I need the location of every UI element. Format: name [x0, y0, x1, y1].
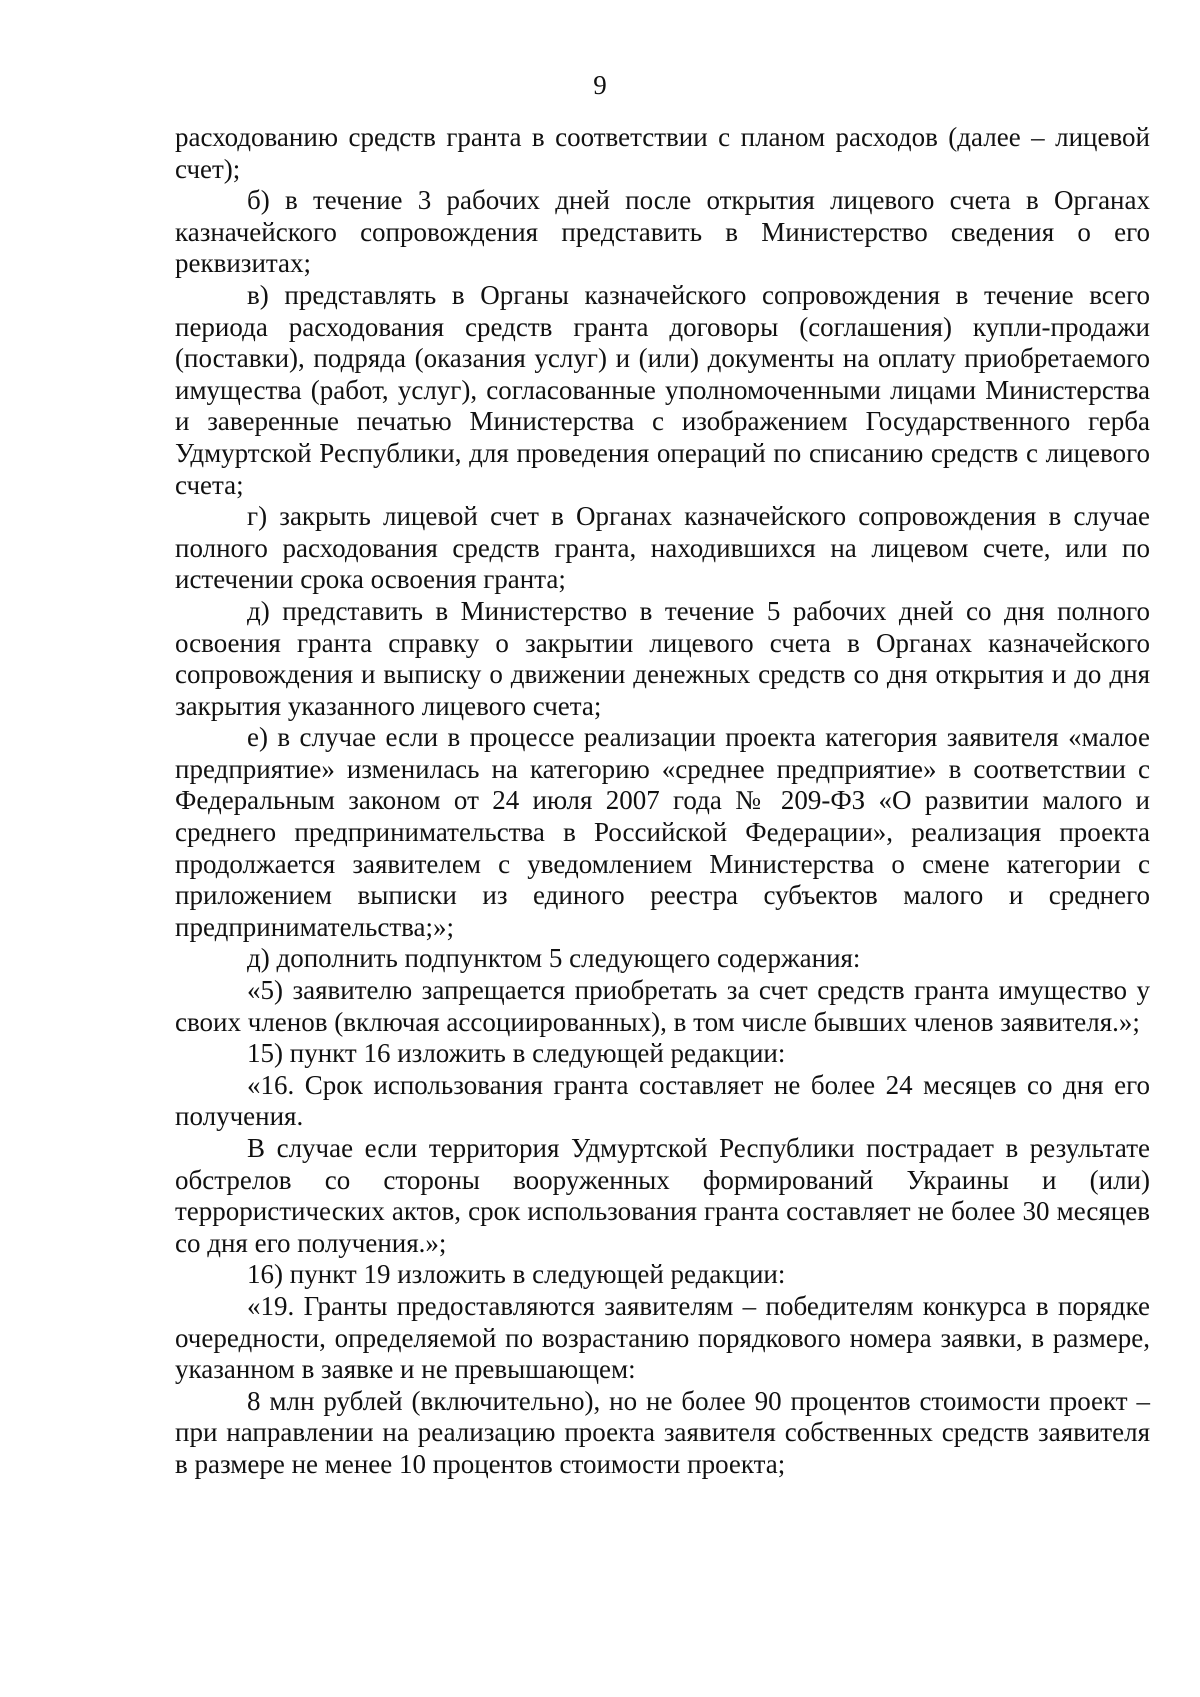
document-body	[175, 122, 1150, 1481]
paragraph-e: е) в случае если в процессе реализации проекта категория заявителя «малое предприятие» изменилась на категорию «среднее предприятие» в соответствии с Федеральным законом от 24 июля 2007 года № 209-ФЗ «О развитии малого и среднего предпринимательства в Российской Федерации», реализация проекта продолжается заявителем с уведомлением Министерства о смене категории с приложением выписки из единого реестра субъектов малого и среднего предпринимательства;»;	[175, 722, 1150, 942]
paragraph-point-19: «19. Гранты предоставляются заявителям – победителям конкурса в порядке очередности, определяемой по возрастанию порядкового номера заявки, в размере, указанном в заявке и не превышающем:	[175, 1290, 1150, 1385]
page-number: 9	[593, 70, 607, 100]
paragraph-item-15: 15) пункт 16 изложить в следующей редакции:	[247, 1038, 786, 1069]
paragraph-d: д) представить в Министерство в течение 5 рабочих дней со дня полного освоения гранта справку о закрытии лицевого счета в Органах казначейского сопровождения и выписку о движении денежных средств со дня открытия и до дня закрытия указанного лицевого счета;	[175, 595, 1150, 721]
paragraph-subpoint-5: «5) заявителю запрещается приобретать за счет средств гранта имущество у своих членов (включая ассоциированных), в том числе бывших членов заявителя.»;	[175, 975, 1150, 1037]
paragraph-g: г) закрыть лицевой счет в Органах казначейского сопровождения в случае полного расходования средств гранта, находившихся на лицевом счете, или по истечении срока освоения гранта;	[175, 501, 1150, 595]
paragraph-item-16: 16) пункт 19 изложить в следующей редакции:	[247, 1259, 786, 1290]
paragraph-point-16: «16. Срок использования гранта составляет не более 24 месяцев со дня его получения.	[175, 1069, 1150, 1132]
paragraph-b: б) в течение 3 рабочих дней после открытия лицевого счета в Органах казначейского сопровождения представить в Министерство сведения о его реквизитах;	[175, 185, 1150, 279]
paragraph-continuation: расходованию средств гранта в соответствии с планом расходов (далее – лицевой счет);	[175, 122, 1150, 184]
paragraph-grant-amount: 8 млн рублей (включительно), но не более 90 процентов стоимости проект – при направлении на реализацию проекта заявителя собственных средств заявителя в размере не менее 10 процентов стоимости проекта;	[175, 1385, 1150, 1479]
paragraph-d-supplement: д) дополнить подпунктом 5 следующего содержания:	[247, 943, 861, 974]
paragraph-point-16-extension: В случае если территория Удмуртской Республики пострадает в результате обстрелов со стороны вооруженных формирований Украины и (или) террористических актов, срок использования гранта составляет не более 30 месяцев со дня его получения.»;	[175, 1133, 1150, 1258]
paragraph-v: в) представлять в Органы казначейского сопровождения в течение всего периода расходования средств гранта договоры (соглашения) купли-продажи (поставки), подряда (оказания услуг) и (или) документы на оплату приобретаемого имущества (работ, услуг), согласованные уполномоченными лицами Министерства и заверенные печатью Министерства с изображением Государственного герба Удмуртской Республики, для проведения операций по списанию средств с лицевого счета;	[175, 279, 1150, 500]
